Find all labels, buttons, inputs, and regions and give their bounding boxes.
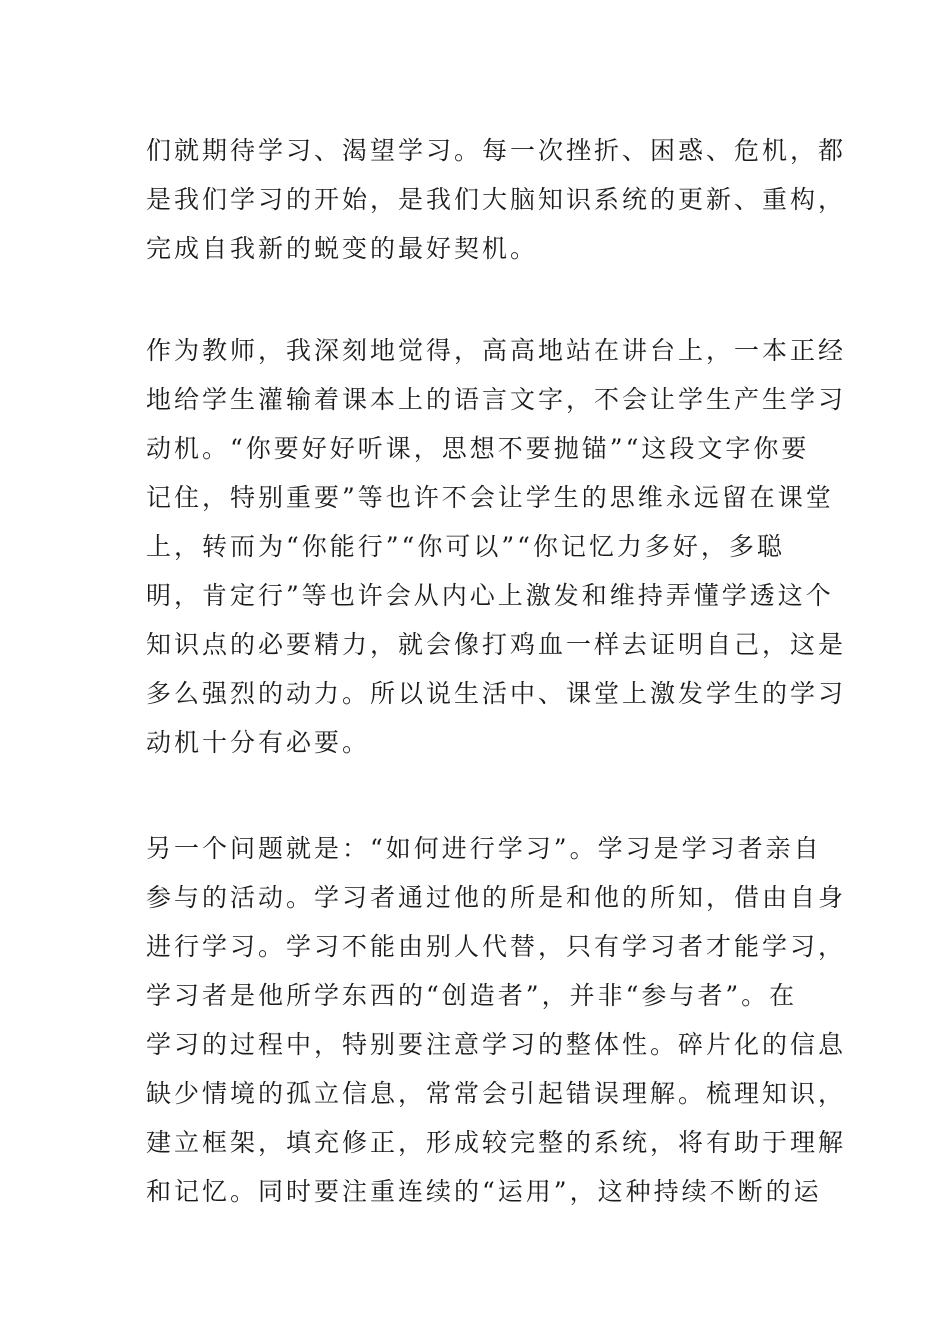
text-line: 明，肯定行”等也许会从内心上激发和维持弄懂学透这个: [146, 581, 834, 610]
text-line: 学习者是他所学东西的“创造者”，并非“参与者”。在: [146, 981, 798, 1010]
text-line: 另一个问题就是：“如何进行学习”。学习是学习者亲自: [146, 834, 822, 863]
text-line: 完成自我新的蜕变的最好契机。: [146, 234, 539, 263]
text-line: 是我们学习的开始，是我们大脑知识系统的更新、重构，: [146, 185, 847, 214]
text-line: 多么强烈的动力。所以说生活中、课堂上激发学生的学习: [146, 679, 847, 708]
text-line: 参与的活动。学习者通过他的所是和他的所知，借由自身: [146, 883, 847, 912]
text-line: 缺少情境的孤立信息，常常会引起错误理解。梳理知识，: [146, 1079, 847, 1108]
text-line: 动机十分有必要。: [146, 728, 371, 757]
text-line: 和记忆。同时要注重连续的“运用”，这种持续不断的运: [146, 1177, 822, 1206]
text-line: 记住，特别重要”等也许不会让学生的思维永远留在课堂: [146, 483, 834, 512]
text-line: 作为教师，我深刻地觉得，高高地站在讲台上，一本正经: [146, 336, 847, 365]
text-line: 上，转而为“你能行”“你可以”“你记忆力多好，多聪: [146, 532, 785, 561]
text-line: 知识点的必要精力，就会像打鸡血一样去证明自己，这是: [146, 630, 847, 659]
text-line: 动机。“你要好好听课，思想不要抛锚”“这段文字你要: [146, 434, 810, 463]
text-line: 建立框架，填充修正，形成较完整的系统，将有助于理解: [146, 1128, 847, 1157]
text-line: 地给学生灌输着课本上的语言文字，不会让学生产生学习: [146, 385, 847, 414]
text-line: 学习的过程中，特别要注意学习的整体性。碎片化的信息: [146, 1030, 847, 1059]
text-line: 进行学习。学习不能由别人代替，只有学习者才能学习，: [146, 932, 847, 961]
text-line: 们就期待学习、渴望学习。每一次挫折、困惑、危机，都: [146, 136, 847, 165]
